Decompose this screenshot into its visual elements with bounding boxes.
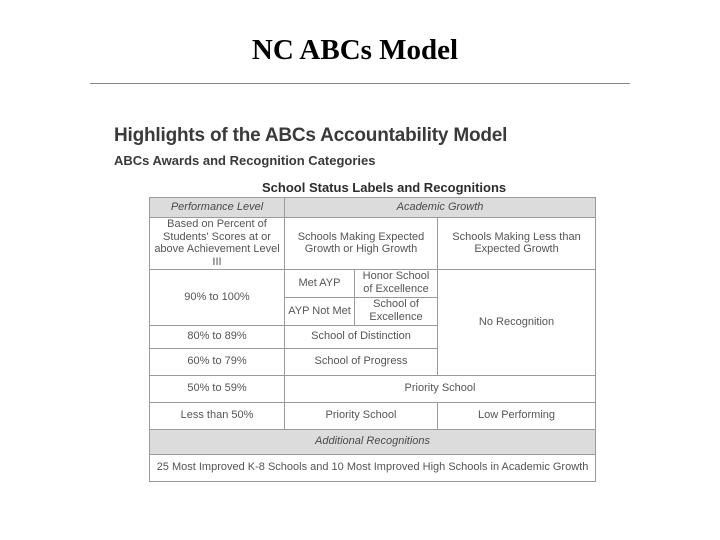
header-performance-level: Performance Level: [150, 198, 285, 218]
no-recognition-label: No Recognition: [438, 269, 596, 375]
highlights-subtitle: ABCs Awards and Recognition Categories: [114, 153, 376, 168]
title-divider: [90, 83, 630, 84]
table-row: [150, 375, 596, 402]
range-60-79: 60% to 79%: [150, 348, 285, 375]
header-academic-growth: Academic Growth: [285, 198, 596, 218]
priority-school-wide-label: Priority School: [285, 375, 596, 402]
priority-school-label: Priority School: [285, 402, 438, 429]
header-expected-growth: Schools Making Expected Growth or High Growth: [285, 218, 438, 270]
ayp-not-met-label: AYP Not Met: [285, 297, 355, 325]
honor-school-label: Honor School of Excellence: [355, 269, 438, 297]
range-50-59: 50% to 59%: [150, 375, 285, 402]
table-row: [150, 402, 596, 429]
table-caption: School Status Labels and Recognitions: [262, 180, 507, 195]
range-less-than-50: Less than 50%: [150, 402, 285, 429]
table-row: [150, 454, 596, 481]
met-ayp-label: Met AYP: [285, 269, 355, 297]
range-90-100: 90% to 100%: [150, 269, 285, 325]
school-excellence-label: School of Excellence: [355, 297, 438, 325]
range-80-89: 80% to 89%: [150, 325, 285, 348]
header-less-than-expected: Schools Making Less than Expected Growth: [438, 218, 596, 270]
slide-title: NC ABCs Model: [251, 34, 459, 66]
additional-recognitions-header: Additional Recognitions: [150, 429, 596, 454]
school-distinction-label: School of Distinction: [285, 325, 438, 348]
school-progress-label: School of Progress: [285, 348, 438, 375]
header-based-on: Based on Percent of Students' Scores at or above Achievement Level III: [150, 218, 285, 270]
additional-recognitions-text: 25 Most Improved K-8 Schools and 10 Most Improved High Schools in Academic Growth: [150, 454, 596, 481]
highlights-title: Highlights of the ABCs Accountability Model: [114, 125, 508, 146]
table-row: [150, 269, 596, 297]
table-row: [150, 218, 596, 270]
table-row: [150, 198, 596, 218]
low-performing-label: Low Performing: [438, 402, 596, 429]
table-row: [150, 429, 596, 454]
abcs-table: [149, 197, 596, 482]
